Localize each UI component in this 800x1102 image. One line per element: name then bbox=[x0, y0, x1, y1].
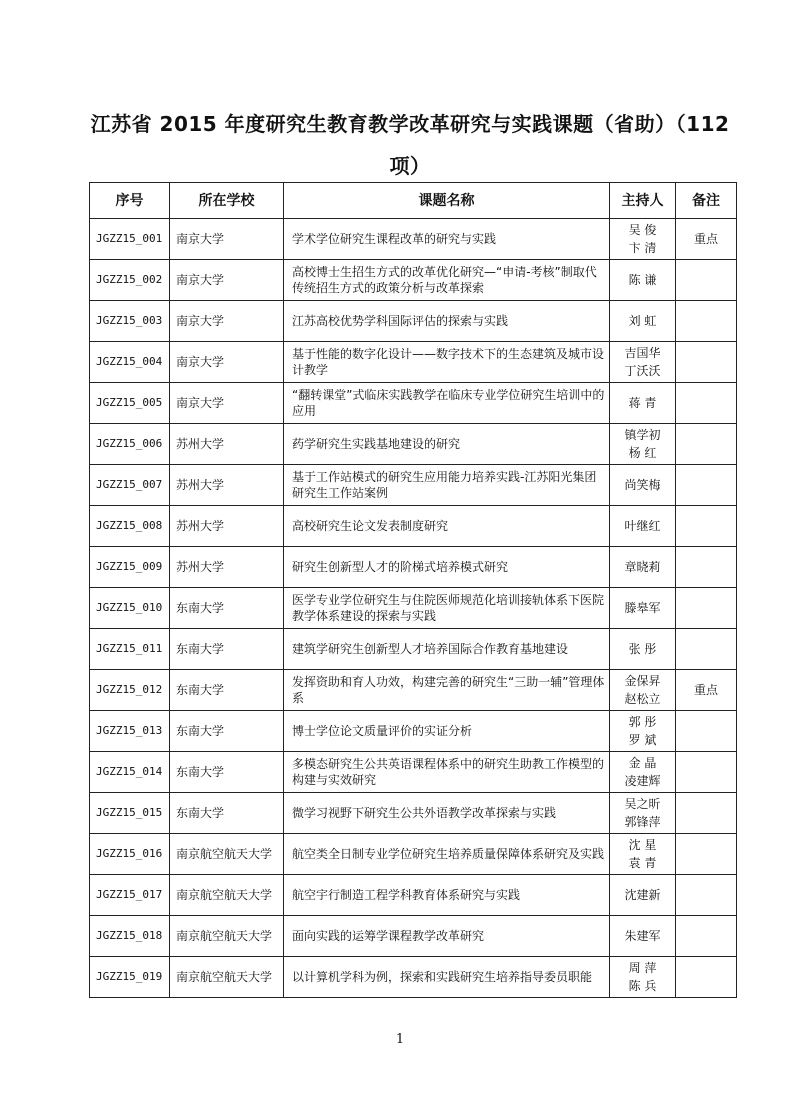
row-topic: 航空类全日制专业学位研究生培养质量保障体系研究及实践 bbox=[284, 834, 610, 875]
page-number: 1 bbox=[395, 1032, 405, 1047]
row-code: JGZZ15_005 bbox=[90, 383, 170, 424]
row-topic: 基于工作站模式的研究生应用能力培养实践-江苏阳光集团研究生工作站案例 bbox=[284, 465, 610, 506]
table-row bbox=[90, 547, 737, 588]
host-name: 杨 红 bbox=[628, 446, 657, 460]
host-name: 张 彤 bbox=[628, 642, 657, 656]
table-header-row bbox=[90, 183, 737, 219]
host-name: 金 晶 bbox=[628, 756, 657, 770]
row-topic: 以计算机学科为例，探索和实践研究生培养指导委员职能 bbox=[284, 957, 610, 998]
row-note bbox=[676, 752, 737, 793]
row-school: 苏州大学 bbox=[170, 547, 284, 588]
row-code: JGZZ15_012 bbox=[90, 670, 170, 711]
host-name: 叶继红 bbox=[624, 519, 661, 533]
host-name: 尚笑梅 bbox=[624, 478, 661, 492]
row-topic: “翻转课堂”式临床实践教学在临床专业学位研究生培训中的应用 bbox=[284, 383, 610, 424]
header-school: 所在学校 bbox=[170, 183, 284, 219]
host-name: 周 萍 bbox=[628, 961, 657, 975]
host-name: 罗 斌 bbox=[628, 733, 657, 747]
row-school: 南京航空航天大学 bbox=[170, 834, 284, 875]
row-note bbox=[676, 383, 737, 424]
host-name: 陈 兵 bbox=[628, 979, 657, 993]
row-topic: 研究生创新型人才的阶梯式培养模式研究 bbox=[284, 547, 610, 588]
row-topic: 高校博士生招生方式的改革优化研究—“申请-考核”制取代传统招生方式的政策分析与改革探索 bbox=[284, 260, 610, 301]
row-topic: 医学专业学位研究生与住院医师规范化培训接轨体系下医院教学体系建设的探索与实践 bbox=[284, 588, 610, 629]
row-topic: 面向实践的运筹学课程教学改革研究 bbox=[284, 916, 610, 957]
row-hosts bbox=[610, 752, 676, 793]
table-row bbox=[90, 916, 737, 957]
row-school: 南京大学 bbox=[170, 342, 284, 383]
row-note bbox=[676, 834, 737, 875]
row-code: JGZZ15_006 bbox=[90, 424, 170, 465]
table-body bbox=[90, 219, 737, 998]
header-index: 序号 bbox=[90, 183, 170, 219]
row-code: JGZZ15_001 bbox=[90, 219, 170, 260]
row-school: 南京大学 bbox=[170, 301, 284, 342]
table-row bbox=[90, 424, 737, 465]
host-name: 沈 星 bbox=[628, 838, 657, 852]
row-school: 南京大学 bbox=[170, 260, 284, 301]
table-row bbox=[90, 875, 737, 916]
host-name: 沈建新 bbox=[624, 888, 661, 902]
row-hosts bbox=[610, 670, 676, 711]
row-note bbox=[676, 301, 737, 342]
host-name: 吉国华 bbox=[624, 346, 661, 360]
table-row bbox=[90, 301, 737, 342]
row-code: JGZZ15_009 bbox=[90, 547, 170, 588]
row-hosts bbox=[610, 834, 676, 875]
row-code: JGZZ15_019 bbox=[90, 957, 170, 998]
row-hosts bbox=[610, 711, 676, 752]
header-topic: 课题名称 bbox=[284, 183, 610, 219]
row-hosts bbox=[610, 588, 676, 629]
host-name: 刘 虹 bbox=[628, 314, 657, 328]
table-row bbox=[90, 752, 737, 793]
row-note bbox=[676, 793, 737, 834]
host-name: 朱建军 bbox=[624, 929, 661, 943]
row-school: 苏州大学 bbox=[170, 506, 284, 547]
row-note bbox=[676, 875, 737, 916]
row-school: 南京航空航天大学 bbox=[170, 875, 284, 916]
row-school: 东南大学 bbox=[170, 670, 284, 711]
row-topic: 博士学位论文质量评价的实证分析 bbox=[284, 711, 610, 752]
table-row bbox=[90, 219, 737, 260]
row-code: JGZZ15_004 bbox=[90, 342, 170, 383]
table-row bbox=[90, 670, 737, 711]
row-hosts bbox=[610, 342, 676, 383]
row-code: JGZZ15_013 bbox=[90, 711, 170, 752]
table-row bbox=[90, 629, 737, 670]
row-note bbox=[676, 711, 737, 752]
row-note bbox=[676, 547, 737, 588]
row-school: 东南大学 bbox=[170, 752, 284, 793]
table-row bbox=[90, 260, 737, 301]
host-name: 赵松立 bbox=[624, 692, 661, 706]
row-hosts bbox=[610, 875, 676, 916]
row-hosts bbox=[610, 547, 676, 588]
row-hosts bbox=[610, 957, 676, 998]
table-row bbox=[90, 465, 737, 506]
row-note bbox=[676, 588, 737, 629]
row-topic: 建筑学研究生创新型人才培养国际合作教育基地建设 bbox=[284, 629, 610, 670]
row-school: 南京航空航天大学 bbox=[170, 957, 284, 998]
table-row bbox=[90, 957, 737, 998]
row-code: JGZZ15_018 bbox=[90, 916, 170, 957]
row-code: JGZZ15_015 bbox=[90, 793, 170, 834]
host-name: 滕皋军 bbox=[624, 601, 661, 615]
host-name: 凌建辉 bbox=[624, 774, 661, 788]
row-topic: 发挥资助和育人功效，构建完善的研究生“三助一辅”管理体系 bbox=[284, 670, 610, 711]
row-note bbox=[676, 465, 737, 506]
row-school: 南京大学 bbox=[170, 383, 284, 424]
row-school: 苏州大学 bbox=[170, 424, 284, 465]
row-hosts bbox=[610, 629, 676, 670]
row-code: JGZZ15_008 bbox=[90, 506, 170, 547]
header-host: 主持人 bbox=[610, 183, 676, 219]
row-hosts bbox=[610, 260, 676, 301]
row-note bbox=[676, 260, 737, 301]
table-row bbox=[90, 506, 737, 547]
row-school: 东南大学 bbox=[170, 711, 284, 752]
row-code: JGZZ15_002 bbox=[90, 260, 170, 301]
row-topic: 药学研究生实践基地建设的研究 bbox=[284, 424, 610, 465]
host-name: 郭 彤 bbox=[628, 715, 657, 729]
host-name: 吴 俊 bbox=[628, 223, 657, 237]
row-note bbox=[676, 916, 737, 957]
host-name: 陈 谦 bbox=[628, 273, 657, 287]
table-row bbox=[90, 383, 737, 424]
row-note bbox=[676, 424, 737, 465]
host-name: 丁沃沃 bbox=[624, 364, 661, 378]
header-note: 备注 bbox=[676, 183, 737, 219]
row-note bbox=[676, 957, 737, 998]
host-name: 袁 青 bbox=[628, 856, 657, 870]
row-code: JGZZ15_003 bbox=[90, 301, 170, 342]
row-school: 东南大学 bbox=[170, 629, 284, 670]
row-hosts bbox=[610, 383, 676, 424]
row-hosts bbox=[610, 219, 676, 260]
row-topic: 微学习视野下研究生公共外语教学改革探索与实践 bbox=[284, 793, 610, 834]
host-name: 郭锋萍 bbox=[624, 815, 661, 829]
row-code: JGZZ15_010 bbox=[90, 588, 170, 629]
host-name: 蒋 青 bbox=[628, 396, 657, 410]
row-code: JGZZ15_014 bbox=[90, 752, 170, 793]
table-row bbox=[90, 588, 737, 629]
table-row bbox=[90, 342, 737, 383]
table-row bbox=[90, 793, 737, 834]
row-hosts bbox=[610, 916, 676, 957]
row-topic: 学术学位研究生课程改革的研究与实践 bbox=[284, 219, 610, 260]
row-code: JGZZ15_016 bbox=[90, 834, 170, 875]
host-name: 章晓莉 bbox=[624, 560, 661, 574]
row-note: 重点 bbox=[676, 219, 737, 260]
row-school: 东南大学 bbox=[170, 793, 284, 834]
row-note: 重点 bbox=[676, 670, 737, 711]
row-note bbox=[676, 629, 737, 670]
row-hosts bbox=[610, 424, 676, 465]
host-name: 镇学初 bbox=[624, 428, 661, 442]
row-note bbox=[676, 342, 737, 383]
row-hosts bbox=[610, 793, 676, 834]
table-row bbox=[90, 834, 737, 875]
row-topic: 江苏高校优势学科国际评估的探索与实践 bbox=[284, 301, 610, 342]
row-code: JGZZ15_017 bbox=[90, 875, 170, 916]
row-topic: 多模态研究生公共英语课程体系中的研究生助教工作模型的构建与实效研究 bbox=[284, 752, 610, 793]
row-school: 东南大学 bbox=[170, 588, 284, 629]
host-name: 金保昇 bbox=[624, 674, 661, 688]
host-name: 卞 清 bbox=[628, 241, 657, 255]
page-title-line-1: 江苏省 2015 年度研究生教育教学改革研究与实践课题（省助）（112 bbox=[90, 112, 730, 136]
row-hosts bbox=[610, 465, 676, 506]
row-hosts bbox=[610, 506, 676, 547]
row-school: 苏州大学 bbox=[170, 465, 284, 506]
table-row bbox=[90, 711, 737, 752]
row-topic: 航空宇行制造工程学科教育体系研究与实践 bbox=[284, 875, 610, 916]
row-hosts bbox=[610, 301, 676, 342]
row-school: 南京大学 bbox=[170, 219, 284, 260]
page-title-line-2: 项） bbox=[389, 154, 431, 178]
row-school: 南京航空航天大学 bbox=[170, 916, 284, 957]
project-table bbox=[89, 182, 737, 998]
row-topic: 高校研究生论文发表制度研究 bbox=[284, 506, 610, 547]
row-code: JGZZ15_011 bbox=[90, 629, 170, 670]
row-code: JGZZ15_007 bbox=[90, 465, 170, 506]
host-name: 吴之昕 bbox=[624, 797, 661, 811]
row-topic: 基于性能的数字化设计——数字技术下的生态建筑及城市设计教学 bbox=[284, 342, 610, 383]
row-note bbox=[676, 506, 737, 547]
